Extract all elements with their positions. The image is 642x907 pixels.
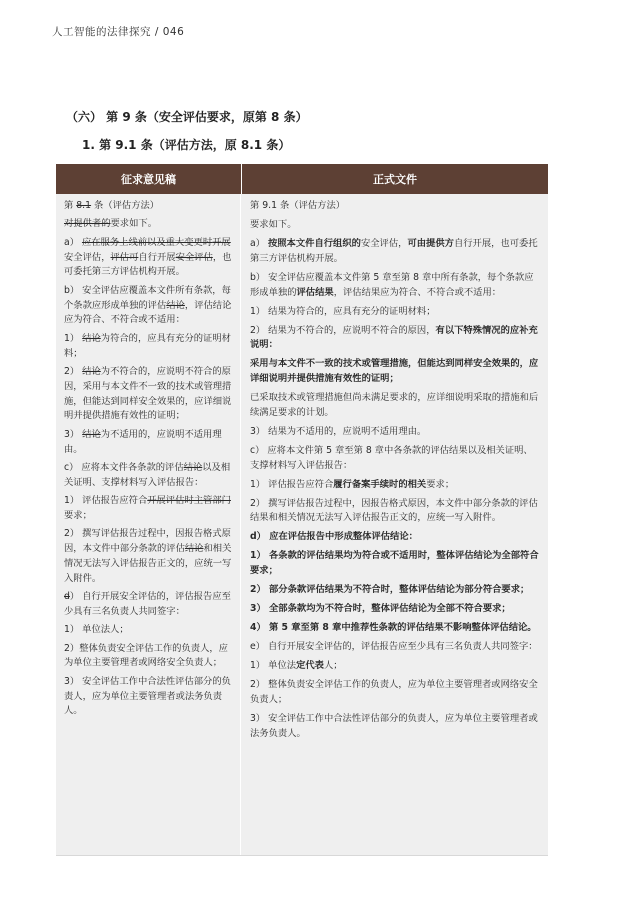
deleted-text: 应在服务上线前以及重大变更时 xyxy=(81,236,213,248)
clause-paragraph xyxy=(250,324,541,354)
deleted-text: d xyxy=(64,591,70,603)
book-title: 人工智能的法律探究 xyxy=(52,26,151,38)
clause-text: 1） xyxy=(64,332,83,344)
clause-text: 第 xyxy=(64,200,77,211)
final-column xyxy=(241,194,548,855)
clause-paragraph xyxy=(64,236,233,280)
clause-text: 要求； xyxy=(426,478,455,490)
clause-paragraph xyxy=(64,675,233,719)
clause-paragraph xyxy=(250,391,541,421)
section-heading: （六） 第 9 条（安全评估要求，原第 8 条） xyxy=(66,110,308,124)
clause-text: a） xyxy=(64,236,82,248)
deleted-text: 结论 xyxy=(183,461,203,473)
clause-paragraph xyxy=(64,642,233,672)
clause-text: 3） 安全评估工作中合法性评估部分的负责人，应为单位主要管理者或法务负责人。 xyxy=(250,712,538,739)
clause-paragraph xyxy=(250,357,541,387)
deleted-text: 结论 xyxy=(166,299,185,311)
added-text: 评估结果 xyxy=(296,286,334,298)
clause-paragraph xyxy=(64,217,233,232)
clause-text: 要求； xyxy=(64,509,92,521)
clause-text: c） 应将本文件第 5 章至第 8 章中各条款的评估结果以及相关证明、支撑材料写入评估报告： xyxy=(250,444,533,471)
added-text: d） 应在评估报告中形成整体评估结论： xyxy=(250,531,418,543)
clause-paragraph xyxy=(64,332,233,362)
clause-text: 3） xyxy=(64,428,83,440)
clause-text: 1） 评估报告应符合 xyxy=(64,495,148,507)
deleted-text: 开展 xyxy=(212,236,231,248)
clause-text: ） 自行开展安全评估的，评估报告应至少具有三名负责人共同签字： xyxy=(64,591,231,617)
clause-text: e） 自行开展安全评估的，评估报告应至少具有三名负责人共同签字： xyxy=(250,641,538,653)
added-text: 3） 全部条款均为不符合时，整体评估结论为全部不符合要求； xyxy=(250,603,511,615)
clause-paragraph xyxy=(250,712,541,742)
column-header-final: 正式文件 xyxy=(373,173,417,186)
subsection-heading: 1. 第 9.1 条（评估方法，原 8.1 条） xyxy=(82,138,291,152)
clause-text: 2）整体负责安全评估工作的负责人，应为单位主要管理者或网络安全负责人； xyxy=(64,642,228,669)
clause-text: 为符合的，应具有充分的证明材料； xyxy=(64,332,231,359)
clause-paragraph xyxy=(64,590,233,620)
clause-text: 人； xyxy=(323,660,343,672)
clause-paragraph xyxy=(250,305,541,320)
clause-text: 2） 整体负责安全评估工作的负责人，应为单位主要管理者或网络安全负责人； xyxy=(250,679,538,705)
clause-paragraph xyxy=(250,271,541,301)
added-text: 有以下特殊情况的应补充说明： xyxy=(250,324,538,351)
added-text: 2） 部分条款评估结果为不符合时，整体评估结论为部分符合要求； xyxy=(250,584,530,596)
clause-text: 为不符合的，应说明不符合的原因，采用与本文件不一致的技术或管理措施，但能达到同样安全效果的，应详细说明并提供措施有效性的证明； xyxy=(64,365,232,422)
clause-text: 以及相关证明、支撑材料写入评估报告： xyxy=(64,461,231,488)
clause-text: c） 应将本文件各条款的评估 xyxy=(64,461,184,473)
clause-paragraph xyxy=(250,530,541,545)
column-header-draft: 征求意见稿 xyxy=(56,164,242,194)
clause-text: 自行开展 xyxy=(138,251,176,263)
clause-text: 2） 撰写评估报告过程中，因报告格式原因，本文件中部分条款的评估 xyxy=(64,528,231,555)
clause-paragraph xyxy=(64,284,233,328)
added-text: 履行备案手续时的相关 xyxy=(333,478,427,490)
clause-paragraph xyxy=(250,218,541,233)
clause-paragraph xyxy=(64,494,233,524)
clause-paragraph xyxy=(250,497,541,527)
clause-text: 条（评估方法） xyxy=(91,200,160,211)
clause-text: 2） 结果为不符合的，应说明不符合的原因， xyxy=(250,324,436,336)
clause-text: 1） 单位法人； xyxy=(64,624,129,636)
running-header xyxy=(52,24,184,39)
clause-paragraph xyxy=(250,659,541,674)
deleted-text: 评估可 xyxy=(110,251,139,263)
clause-text: 已采取技术或管理措施但尚未满足要求的，应详细说明采取的措施和后续满足要求的计划。 xyxy=(250,392,539,418)
clause-paragraph xyxy=(64,623,233,638)
clause-text: b） 安全评估应覆盖本文件第 5 章至第 8 章中所有条款，每个条款应形成单独的 xyxy=(250,271,534,298)
clause-text: ，评估结果应为符合、不符合或不适用： xyxy=(333,286,502,298)
added-text: 定代表 xyxy=(296,660,324,672)
clause-text: 1） 单位法 xyxy=(250,660,297,672)
table-body xyxy=(56,194,548,855)
added-text: 1） 各条款的评估结果均为符合或不适用时，整体评估结论为全部符合要求； xyxy=(250,550,539,577)
clause-paragraph xyxy=(250,678,541,708)
clause-text: a） xyxy=(250,237,268,249)
clause-text: 和相关情况无法写入评估报告正文的，应统一写入附件。 xyxy=(64,543,232,584)
clause-text: 自行开展，也可委托第三方评估机构开展。 xyxy=(250,237,538,264)
clause-text: b） 安全评估应覆盖本文件所有条款，每个条款应形成单独的评估 xyxy=(64,284,231,311)
deleted-text: 开展评估时主管部门 xyxy=(147,495,231,507)
page-number: / 046 xyxy=(154,26,185,38)
clause-text: ，也可委托第三方评估机构开展。 xyxy=(64,251,232,278)
added-text: 采用与本文件不一致的技术或管理措施，但能达到同样安全效果的，应详细说明并提供措施有效性的证明； xyxy=(250,358,539,385)
clause-text: 1） 评估报告应符合 xyxy=(250,478,334,490)
clause-paragraph xyxy=(250,549,541,579)
draft-column xyxy=(56,194,241,855)
clause-paragraph xyxy=(250,621,541,636)
clause-paragraph xyxy=(64,527,233,586)
clause-paragraph xyxy=(250,425,541,440)
clause-paragraph xyxy=(250,602,541,617)
comparison-table xyxy=(56,164,548,856)
clause-paragraph xyxy=(250,237,541,267)
clause-paragraph xyxy=(250,640,541,655)
clause-text: 安全评估， xyxy=(64,251,111,263)
clause-text: 为不适用的，应说明不适用理由。 xyxy=(64,428,222,455)
clause-text: 3） 结果为不适用的，应说明不适用理由。 xyxy=(250,425,427,437)
clause-paragraph xyxy=(250,444,541,474)
added-text: 可由提供方 xyxy=(407,237,454,249)
deleted-text: 结论 xyxy=(82,428,101,440)
deleted-text: 结论 xyxy=(184,543,204,555)
clause-text: 要求如下。 xyxy=(110,218,157,230)
clause-paragraph xyxy=(64,461,233,491)
clause-paragraph xyxy=(250,478,541,493)
deleted-text: 安全评估 xyxy=(175,251,213,263)
deleted-text: 结论 xyxy=(82,332,101,344)
clause-text: 1） 结果为符合的，应具有充分的证明材料； xyxy=(250,305,436,317)
clause-text: 第 9.1 条（评估方法） xyxy=(250,200,346,211)
clause-paragraph xyxy=(64,199,233,214)
clause-paragraph xyxy=(64,365,233,424)
clause-paragraph xyxy=(64,428,233,458)
deleted-text: 结论 xyxy=(82,365,101,377)
deleted-text: 8.1 xyxy=(76,200,92,211)
added-text: 按照本文件自行组织的 xyxy=(267,237,361,249)
clause-text: 2） 撰写评估报告过程中，因报告格式原因，本文件中部分条款的评估结果和相关情况无法写入评估报告正文的，应统一写入附件。 xyxy=(250,497,538,524)
clause-text: ，评估结论应为符合、不符合或不适用： xyxy=(64,299,232,326)
table-header xyxy=(56,164,548,194)
clause-text: 要求如下。 xyxy=(250,218,297,230)
clause-paragraph xyxy=(250,199,541,214)
clause-text: 3） 安全评估工作中合法性评估部分的负责人，应为单位主要管理者或法务负责人。 xyxy=(64,675,231,717)
clause-text: 2） xyxy=(64,365,83,377)
clause-paragraph xyxy=(250,583,541,598)
clause-text: 安全评估， xyxy=(360,237,408,249)
added-text: 4） 第 5 章至第 8 章中推荐性条款的评估结果不影响整体评估结论。 xyxy=(250,622,537,634)
deleted-text: 对提供者的 xyxy=(64,218,111,230)
